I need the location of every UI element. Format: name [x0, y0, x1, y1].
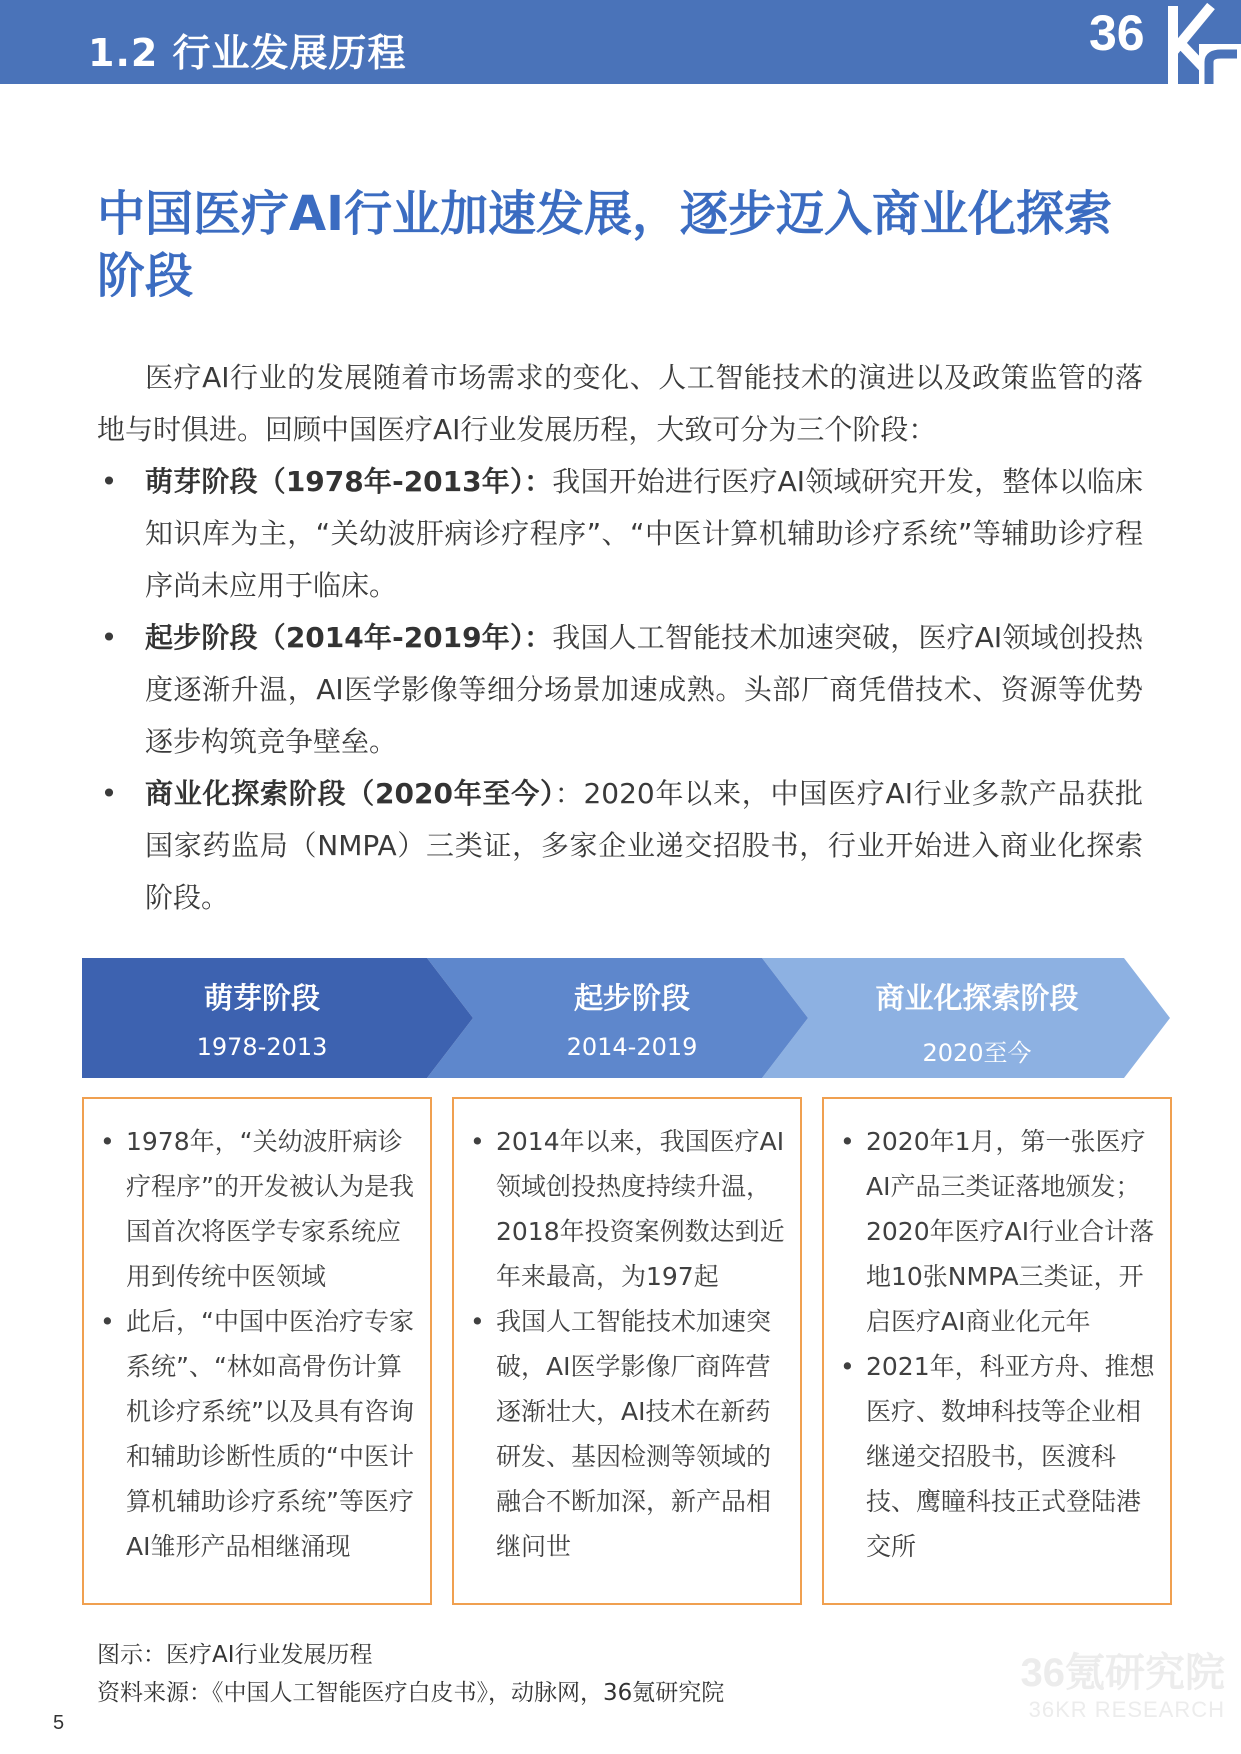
logo-36kr [1081, 0, 1241, 84]
stage-years: 2014-2019 [566, 1033, 698, 1061]
box-item [100, 1119, 420, 1299]
header-bar [0, 0, 1241, 84]
bullet-dot: • [100, 1307, 115, 1336]
box-item-text: 2014年以来，我国医疗AI领域创投热度持续升温，2018年投资案例数达到近年来最高，为197起 [496, 1127, 785, 1291]
box-item [840, 1344, 1160, 1569]
svg-text:36: 36 [1089, 5, 1145, 61]
figure-caption [97, 1636, 724, 1712]
bullet-label: 商业化探索阶段（2020年至今） [145, 777, 555, 810]
box-item-text: 2021年，科亚方舟、推想医疗、数坤科技等企业相继递交招股书，医渡科技、鹰瞳科技正式登陆港交所 [866, 1352, 1155, 1561]
watermark-cn: 36氪研究院 [1020, 1651, 1225, 1695]
bullet-dot: • [470, 1307, 485, 1336]
stage-years: 1978-2013 [196, 1033, 328, 1061]
stage-box-1 [82, 1097, 432, 1605]
box-item-text: 此后，“中国中医治疗专家系统”、“林如高骨伤计算机诊疗系统”以及具有咨询和辅助诊断性质的“中医计算机辅助诊疗系统”等医疗AI雏形产品相继涌现 [126, 1307, 414, 1561]
bullet-stage-1 [97, 456, 1143, 612]
bullet-label: 起步阶段（2014年-2019年）： [145, 621, 553, 654]
page-headline: 中国医疗AI行业加速发展，逐步迈入商业化探索阶段 [97, 186, 1113, 304]
box-item [470, 1119, 790, 1299]
stage-years: 2020至今 [922, 1039, 1032, 1067]
bullet-text: 我国开始进行医疗AI领域研究开发，整体以临床知识库为主，“关幼波肝病诊疗程序”、“中医计算机辅助诊疗系统”等辅助诊疗程序尚未应用于临床。 [145, 465, 1143, 602]
figure-title: 图示：医疗AI行业发展历程 [97, 1642, 373, 1668]
bullet-dot: • [100, 1127, 115, 1156]
bullet-dot: • [470, 1127, 485, 1156]
box-item [840, 1119, 1160, 1344]
bullet-dot: • [840, 1127, 855, 1156]
bullet-label: 萌芽阶段（1978年-2013年）： [145, 465, 553, 498]
watermark-en: 36KR RESEARCH [1028, 1697, 1225, 1722]
figure-source: 资料来源：《中国人工智能医疗白皮书》，动脉网，36氪研究院 [97, 1680, 725, 1706]
box-item [100, 1299, 420, 1569]
stage-box-2 [452, 1097, 802, 1605]
stage-name: 商业化探索阶段 [875, 981, 1079, 1015]
stage-label-1 [112, 976, 412, 1061]
bullet-text: ：2020年以来，中国医疗AI行业多款产品获批国家药监局（NMPA）三类证，多家企业递交招股书，行业开始进入商业化探索阶段。 [145, 777, 1143, 914]
intro-paragraph: 医疗AI行业的发展随着市场需求的变化、人工智能技术的演进以及政策监管的落地与时俱进。回顾中国医疗AI行业发展历程，大致可分为三个阶段： [97, 361, 1143, 446]
bullet-dot: • [840, 1352, 855, 1381]
bullet-text: 我国人工智能技术加速突破，医疗AI领域创投热度逐渐升温，AI医学影像等细分场景加速成熟。头部厂商凭借技术、资源等优势逐步构筑竞争壁垒。 [145, 621, 1143, 758]
stage-name: 起步阶段 [573, 981, 690, 1015]
box-item-text: 2020年1月，第一张医疗AI产品三类证落地颁发；2020年医疗AI行业合计落地10张NMPA三类证，开启医疗AI商业化元年 [866, 1127, 1155, 1336]
box-item-text: 我国人工智能技术加速突破，AI医学影像厂商阵营逐渐壮大，AI技术在新药研发、基因检测等领域的融合不断加深，新产品相继问世 [496, 1307, 772, 1561]
body-text [97, 352, 1143, 924]
stage-label-2 [482, 976, 782, 1061]
page-number: 5 [53, 1712, 65, 1734]
bullet-dot: • [100, 465, 118, 498]
stage-timeline [82, 958, 1172, 1078]
box-item-text: 1978年，“关幼波肝病诊疗程序”的开发被认为是我国首次将医学专家系统应用到传统中医领域 [126, 1127, 414, 1291]
bullet-stage-3 [97, 768, 1143, 924]
bullet-dot: • [100, 621, 118, 654]
stage-box-3 [822, 1097, 1172, 1605]
stage-name: 萌芽阶段 [203, 981, 320, 1015]
section-title: 1.2 行业发展历程 [88, 31, 407, 75]
bullet-stage-2 [97, 612, 1143, 768]
stage-label-3 [817, 976, 1137, 1068]
watermark [985, 1650, 1225, 1724]
box-item [470, 1299, 790, 1569]
bullet-dot: • [100, 777, 118, 810]
